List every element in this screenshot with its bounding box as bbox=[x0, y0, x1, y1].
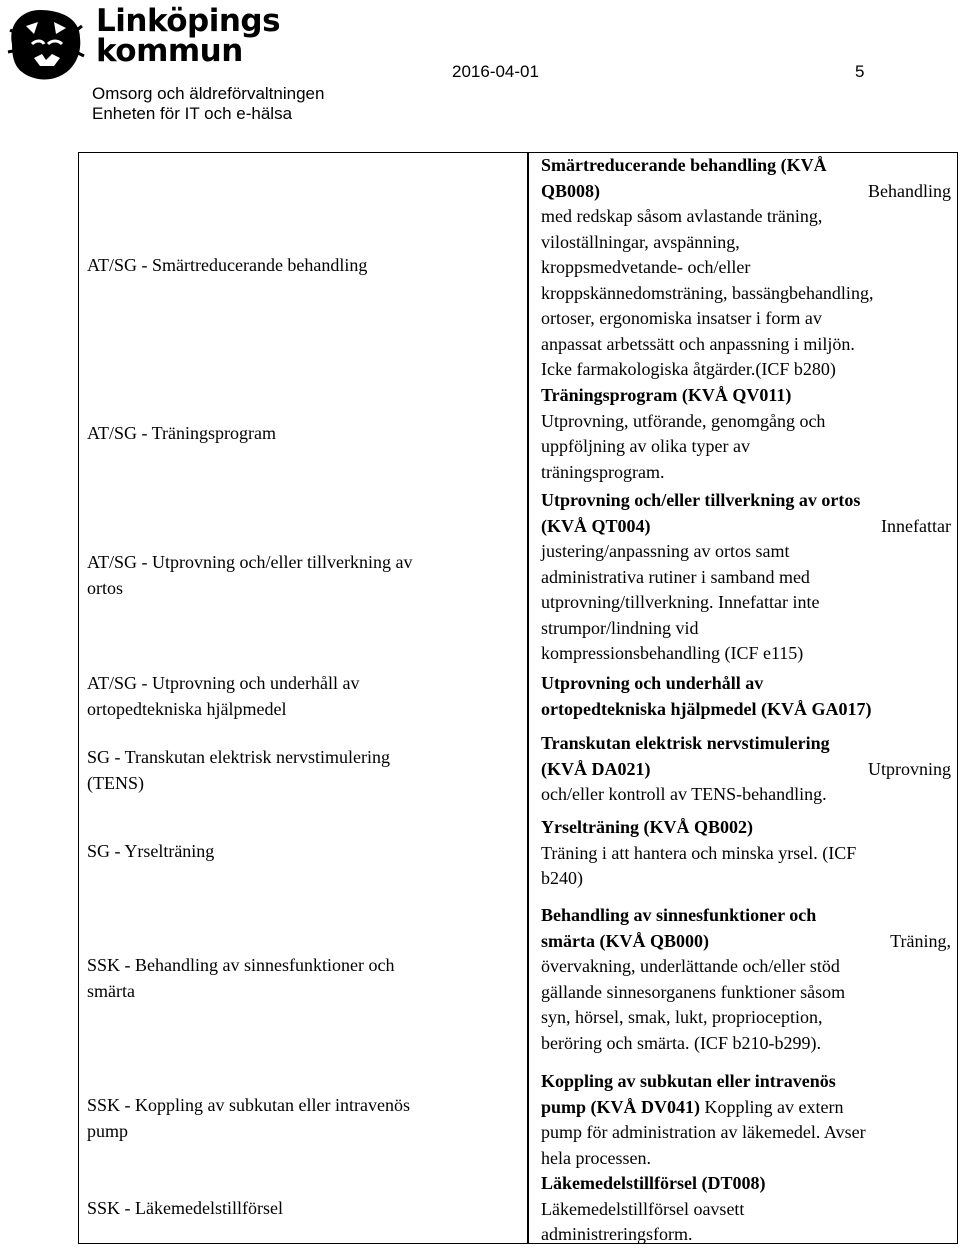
right-item-sinnesfunktioner: Behandling av sinnesfunktioner och smärta (KVÅ QB000) Träning, övervakning, underlättande och/eller stöd gällande sinnesorganens funktioner såsom syn, hörsel, smak, lukt, proprioception, beröring och smärta. (ICF b210-b299). bbox=[541, 905, 951, 1053]
right-item-yrseltraning: Yrselträning (KVÅ QB002) Träning i att hantera och minska yrsel. (ICF b240) bbox=[541, 817, 857, 888]
right-item-ortopedtekniska: Utprovning och underhåll av ortopedtekniska hjälpmedel (KVÅ GA017) bbox=[541, 673, 872, 719]
right-item-ortos: Utprovning och/eller tillverkning av ortos (KVÅ QT004) Innefattar justering/anpassning av ortos samt administrativa rutiner i samband med utprovning/tillverkning. Innefattar inte strumpor/lindning vid kompressionsbehandling (ICF e115) bbox=[541, 490, 951, 663]
left-item-koppling: SSK - Koppling av subkutan eller intravenös pump bbox=[87, 1095, 410, 1141]
left-item-ortopedtekniska: AT/SG - Utprovning och underhåll av ortopedtekniska hjälpmedel bbox=[87, 673, 360, 719]
lion-crest-icon bbox=[4, 4, 86, 82]
page-number: 5 bbox=[855, 62, 865, 81]
right-item-smartreducerande: Smärtreducerande behandling (KVÅ QB008) Behandling med redskap såsom avlastande träning, viloställningar, avspänning, kroppsmedvetande- och/eller kroppskännedomsträning, bassängbehandling, ortoser, ergonomiska insatser i form av anpassat arbetssätt och anpassning i miljön. Icke farmakologiska åtgärder.(ICF b280) bbox=[541, 155, 951, 379]
right-item-traningsprogram: Träningsprogram (KVÅ QV011) Utprovning, utförande, genomgång och uppföljning av olika typer av träningsprogram. bbox=[541, 385, 826, 482]
column-divider bbox=[527, 153, 529, 1243]
left-item-traningsprogram: AT/SG - Träningsprogram bbox=[87, 423, 277, 443]
left-item-sinnesfunktioner: SSK - Behandling av sinnesfunktioner och smärta bbox=[87, 955, 395, 1001]
left-item-tens: SG - Transkutan elektrisk nervstimulering (TENS) bbox=[87, 747, 390, 793]
municipality-logo-text: Linköpings kommun bbox=[96, 3, 281, 69]
document-date: 2016-04-01 bbox=[452, 62, 539, 81]
page-header bbox=[0, 0, 960, 140]
right-item-koppling: Koppling av subkutan eller intravenös pump (KVÅ DV041) Koppling av extern pump för administration av läkemedel. Avser hela processen. bbox=[541, 1071, 866, 1168]
left-item-smartreducerande: AT/SG - Smärtreducerande behandling bbox=[87, 255, 368, 275]
left-item-ortos: AT/SG - Utprovning och/eller tillverkning av ortos bbox=[87, 552, 413, 598]
terms-table bbox=[78, 152, 958, 1244]
right-item-lakemedel: Läkemedelstillförsel (DT008) Läkemedelstillförsel oavsett administreringsform. bbox=[541, 1173, 766, 1244]
left-item-lakemedel: SSK - Läkemedelstillförsel bbox=[87, 1198, 283, 1218]
left-item-yrseltraning: SG - Yrselträning bbox=[87, 841, 215, 861]
organisation-name: Omsorg och äldreförvaltningen Enheten för IT och e-hälsa bbox=[92, 84, 325, 123]
right-item-tens: Transkutan elektrisk nervstimulering (KVÅ DA021) Utprovning och/eller kontroll av TENS-behandling. bbox=[541, 733, 951, 804]
